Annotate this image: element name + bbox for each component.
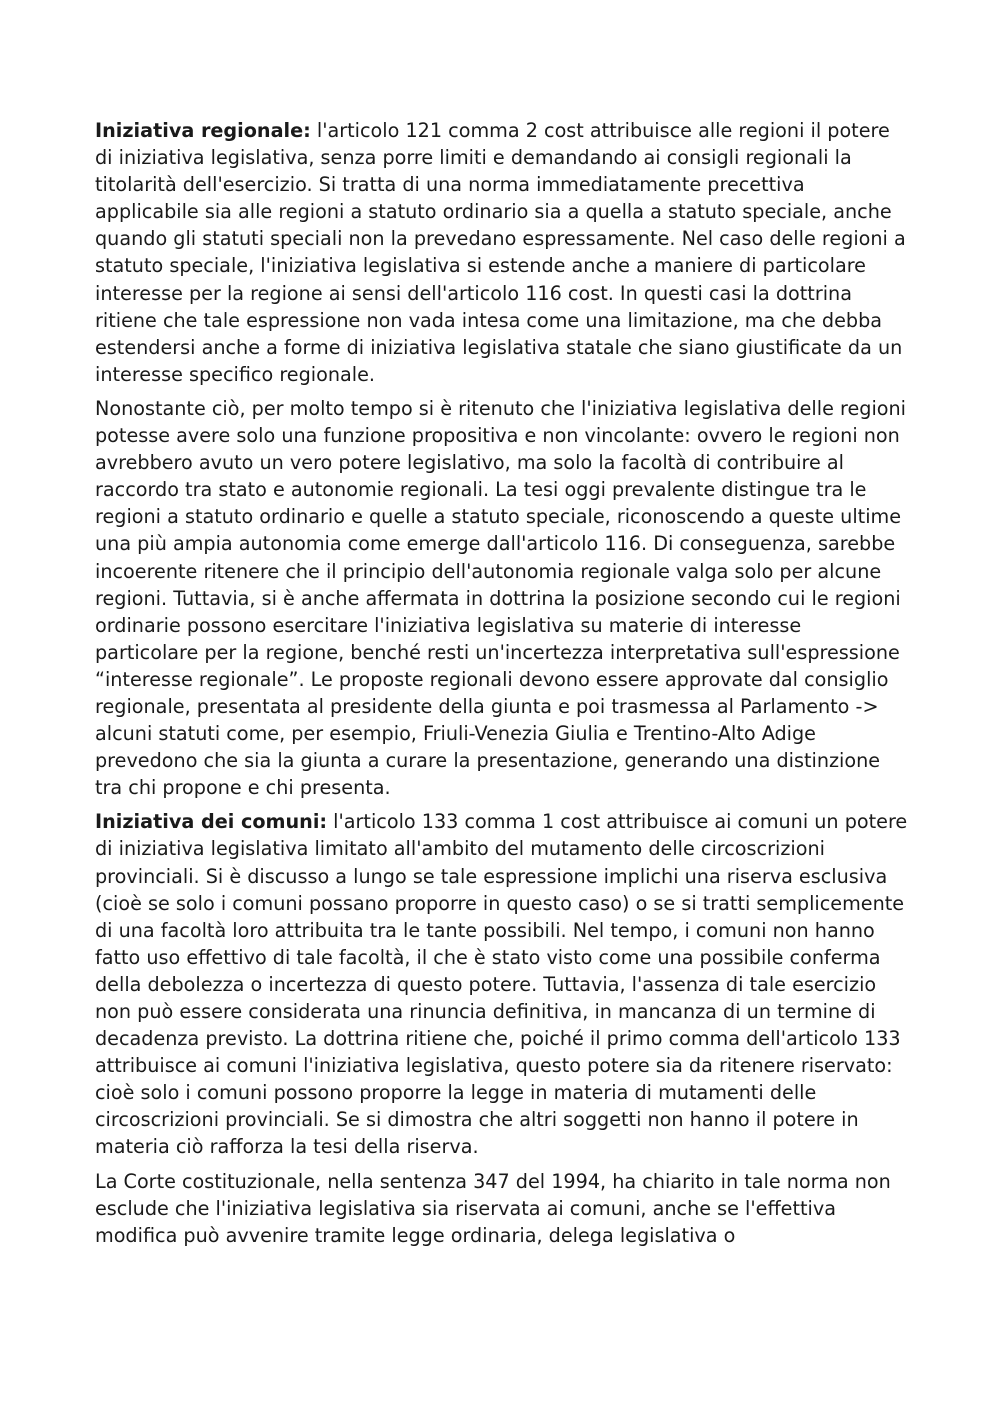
paragraph-iniziativa-regionale [95,117,910,388]
paragraph-text: l'articolo 133 comma 1 cost attribuisce ai comuni un potere di iniziativa legislativa limitato all'ambito del mutamento delle circoscrizioni provinciali. Si è discusso a lungo se tale espressione implichi una riserva esclusiva (cioè se solo i comuni possano proporre in questo caso) o se si tratti semplicemente di una facoltà loro attribuita tra le tante possibili. Nel tempo, i comuni non hanno fatto uso effettivo di tale facoltà, il che è stato visto come una possibile conferma della debolezza o incertezza di questo potere. Tuttavia, l'assenza di tale esercizio non può essere considerata una rinuncia definitiva, in mancanza di un termine di decadenza previsto. La dottrina ritiene che, poiché il primo comma dell'articolo 133 attribuisce ai comuni l'iniziativa legislativa, questo potere sia da ritenere riservato: cioè solo i comuni possono proporre la legge in materia di mutamenti delle circoscrizioni provinciali. Se si dimostra che altri soggetti non hanno il potere in materia ciò rafforza la tesi della riserva. [95,810,908,1159]
paragraph-nonostante [95,395,910,801]
paragraph-text: Nonostante ciò, per molto tempo si è ritenuto che l'iniziativa legislativa delle regioni potesse avere solo una funzione propositiva e non vincolante: ovvero le regioni non avrebbero avuto un vero potere legislativo, ma solo la facoltà di contribuire al raccordo tra stato e autonomie regionali. La tesi oggi prevalente distingue tra le regioni a statuto ordinario e quelle a statuto speciale, riconoscendo a queste ultime una più ampia autonomia come emerge dall'articolo 116. Di conseguenza, sarebbe incoerente ritenere che il principio dell'autonomia regionale valga solo per alcune regioni. Tuttavia, si è anche affermata in dottrina la posizione secondo cui le regioni ordinarie possono esercitare l'iniziativa legislativa su materie di interesse particolare per la regione, benché resti un'incertezza interpretativa sull'espressione “interesse regionale”. Le proposte regionali devono essere approvate dal consiglio regionale, presentata al presidente della giunta e poi trasmessa al Parlamento -> alcuni statuti come, per esempio, Friuli-Venezia Giulia e Trentino-Alto Adige prevedono che sia la giunta a curare la presentazione, generando una distinzione tra chi propone e chi presenta. [95,396,906,800]
paragraph-corte-costituzionale [95,1168,910,1249]
paragraph-text: La Corte costituzionale, nella sentenza 347 del 1994, ha chiarito in tale norma non esclude che l'iniziativa legislativa sia riservata ai comuni, anche se l'effettiva modifica può avvenire tramite legge ordinaria, delega legislativa o [95,1169,891,1247]
paragraph-text: l'articolo 121 comma 2 cost attribuisce alle regioni il potere di iniziativa legislativa, senza porre limiti e demandando ai consigli regionali la titolarità dell'esercizio. Si tratta di una norma immediatamente precettiva applicabile sia alle regioni a statuto ordinario sia a quella a statuto speciale, anche quando gli statuti speciali non la prevedano espressamente. Nel caso delle regioni a statuto speciale, l'iniziativa legislativa si estende anche a maniere di particolare interesse per la regione ai sensi dell'articolo 116 cost. In questi casi la dottrina ritiene che tale espressione non vada intesa come una limitazione, ma che debba estendersi anche a forme di iniziativa legislativa statale che siano giustificate da un interesse specifico regionale. [95,119,906,386]
paragraph-heading: Iniziativa dei comuni: [95,810,328,834]
paragraph-heading: Iniziativa regionale: [95,119,311,142]
paragraph-iniziativa-comuni [95,808,910,1160]
document-page [95,117,910,1256]
